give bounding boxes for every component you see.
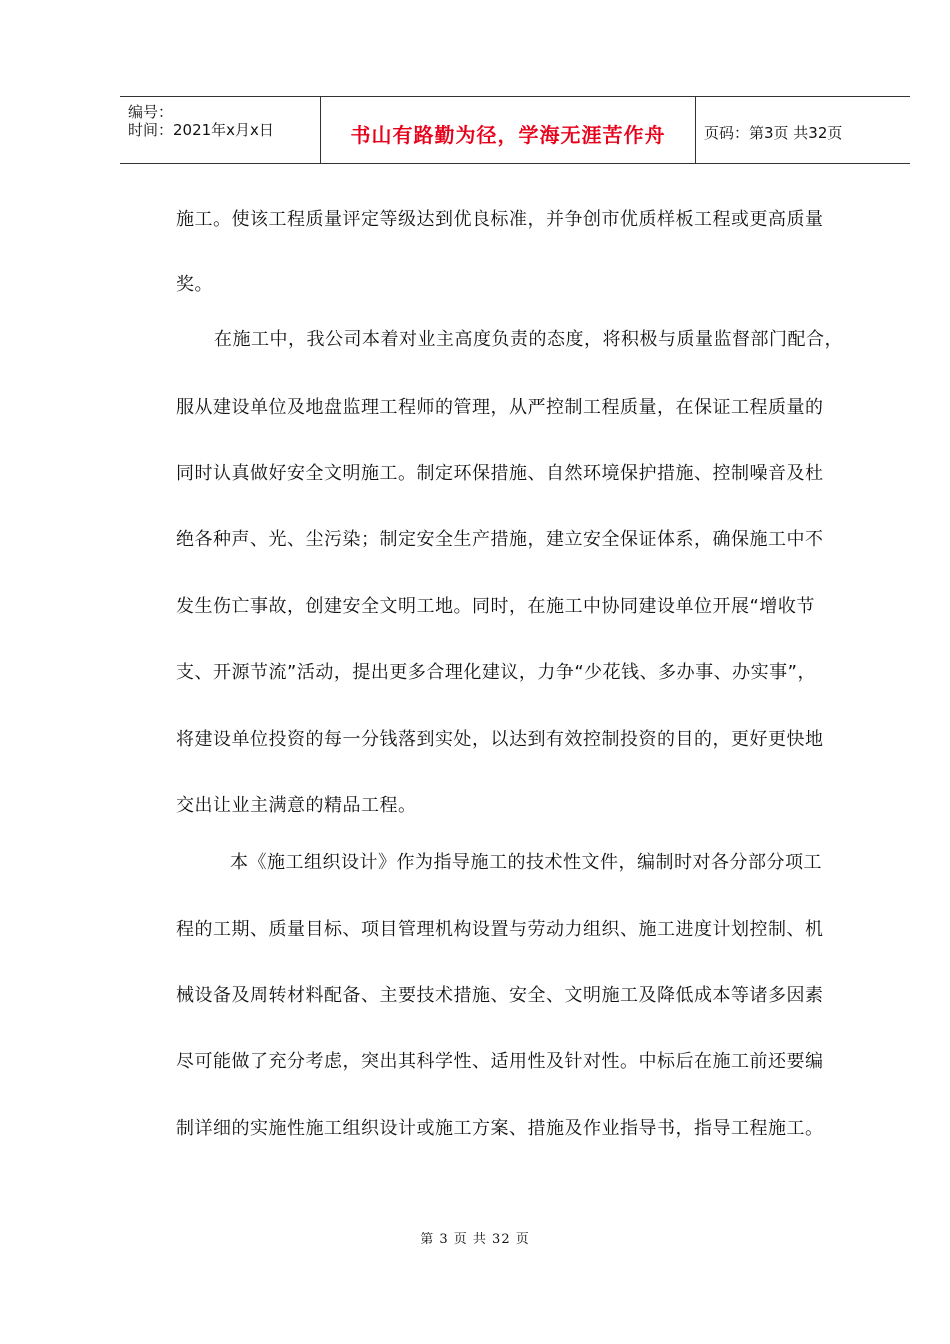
number-label: 编号： [128, 103, 174, 121]
text-line: 本《施工组织设计》作为指导施工的技术性文件，编制时对各分部分项工 [230, 852, 822, 873]
text-line: 交出让业主满意的精品工程。 [176, 795, 417, 816]
text-line: 绝各种声、光、尘污染；制定安全生产措施，建立安全保证体系，确保施工中不 [176, 529, 824, 550]
text-line: 施工。使该工程质量评定等级达到优良标准，并争创市优质样板工程或更高质量 [176, 209, 824, 230]
text-line: 在施工中，我公司本着对业主高度负责的态度，将积极与质量监督部门配合， [214, 329, 843, 350]
text-line: 同时认真做好安全文明施工。制定环保措施、自然环境保护措施、控制噪音及杜 [176, 463, 824, 484]
header-page-info: 页码：第3页 共32页 [704, 124, 843, 142]
text-line: 支、开源节流”活动，提出更多合理化建议，力争“少花钱、多办事、办实事”， [176, 662, 816, 683]
time-label: 时间：2021年x月x日 [128, 121, 274, 139]
text-line: 发生伤亡事故，创建安全文明工地。同时，在施工中协同建设单位开展“增收节 [176, 596, 815, 617]
text-line: 程的工期、质量目标、项目管理机构设置与劳动力组织、施工进度计划控制、机 [176, 919, 824, 940]
text-line: 械设备及周转材料配备、主要技术措施、安全、文明施工及降低成本等诸多因素 [176, 985, 824, 1006]
text-line: 制详细的实施性施工组织设计或施工方案、措施及作业指导书，指导工程施工。 [176, 1118, 824, 1139]
header-meta-cell [120, 97, 321, 163]
document-header [120, 96, 910, 164]
header-motto-cell [321, 97, 696, 163]
page-footer: 第 3 页 共 32 页 [420, 1232, 530, 1247]
text-line: 奖。 [176, 274, 213, 295]
text-line: 尽可能做了充分考虑，突出其科学性、适用性及针对性。中标后在施工前还要编 [176, 1051, 824, 1072]
text-line: 将建设单位投资的每一分钱落到实处，以达到有效控制投资的目的，更好更快地 [176, 729, 824, 750]
header-page-cell [696, 97, 910, 163]
text-line: 服从建设单位及地盘监理工程师的管理，从严控制工程质量，在保证工程质量的 [176, 397, 824, 418]
motto-text: 书山有路勤为径，学海无涯苦作舟 [350, 123, 666, 147]
